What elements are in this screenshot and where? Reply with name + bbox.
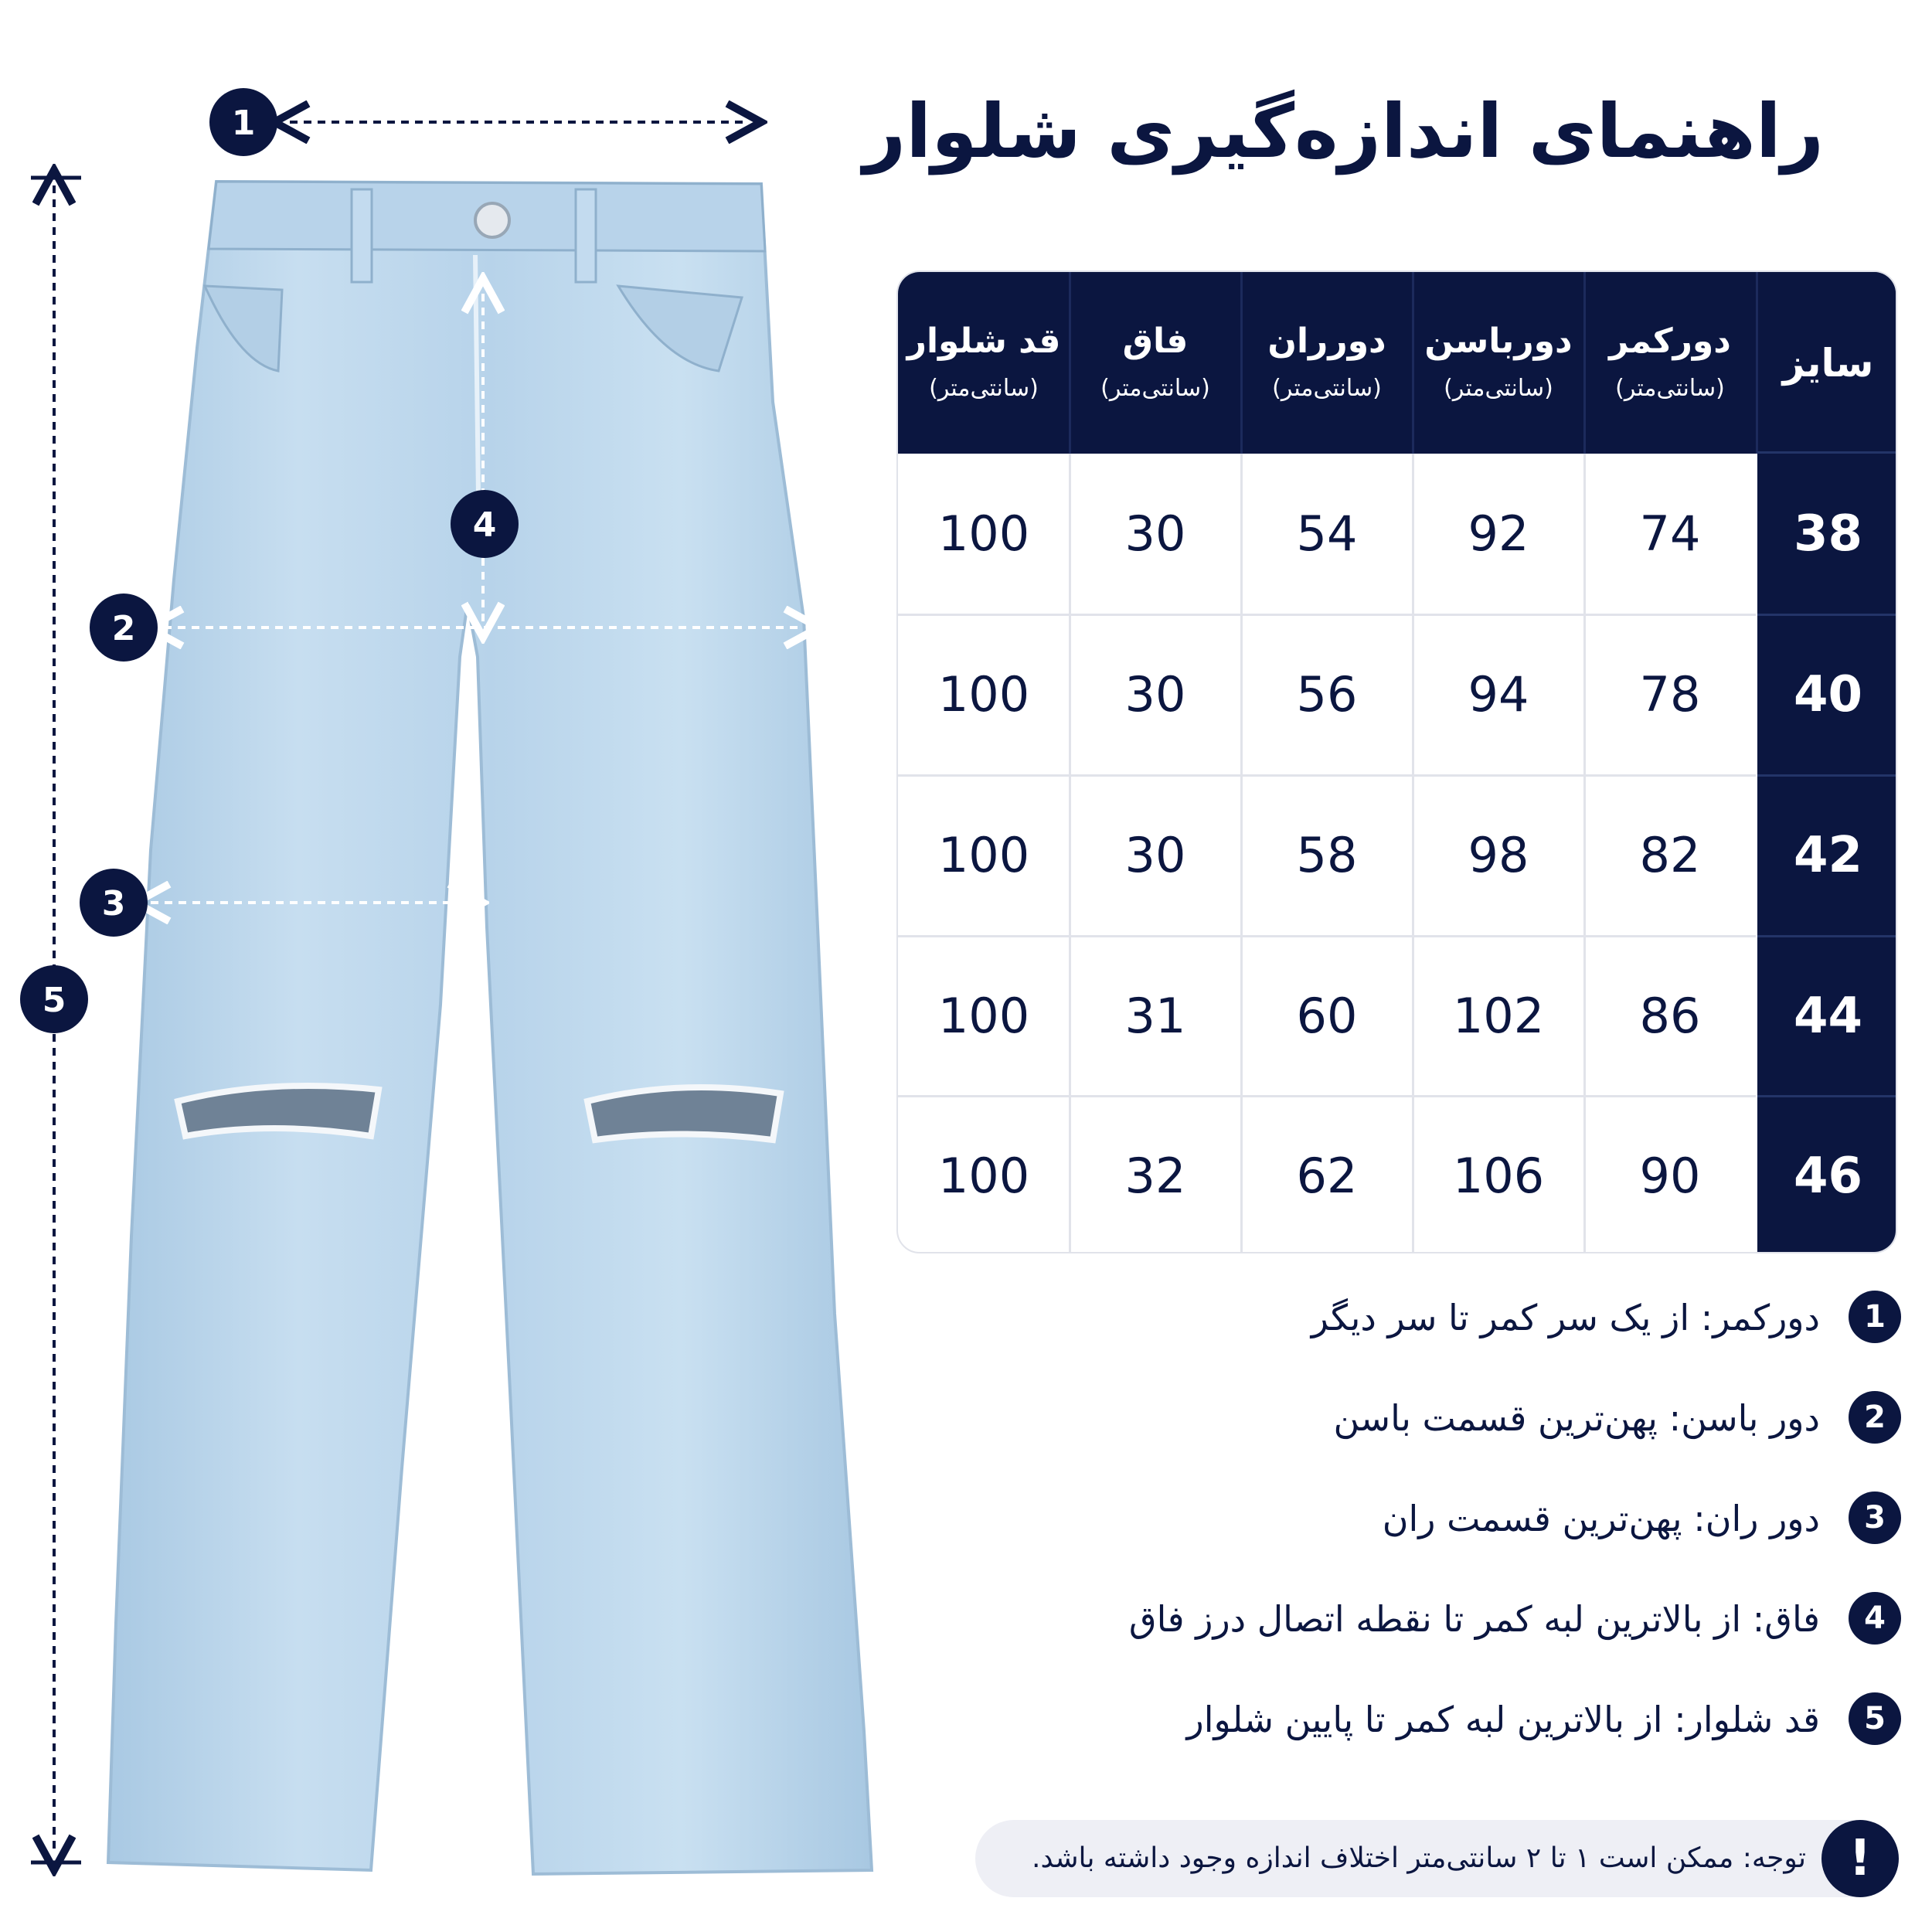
cell-rise: 31	[1124, 988, 1186, 1044]
cell-size: 38	[1793, 505, 1863, 563]
cell-waist: 82	[1639, 827, 1701, 883]
page-title: راهنمای اندازه‌گیری شلوار	[862, 88, 1824, 175]
legend-text: دورکمر: از یک سر کمر تا سر دیگر	[1311, 1297, 1820, 1338]
legend-badge: 1	[1849, 1291, 1901, 1343]
cell-hip: 106	[1452, 1148, 1545, 1204]
header-size: سایز	[1782, 340, 1874, 386]
cell-waist: 90	[1639, 1148, 1701, 1204]
legend-text: دور باسن: پهن‌ترین قسمت باسن	[1333, 1397, 1820, 1439]
legend-badge: 2	[1849, 1391, 1901, 1444]
cell-length: 100	[937, 1148, 1030, 1204]
cell-length: 100	[937, 505, 1030, 562]
legend-item-hip	[896, 1383, 1901, 1453]
marker-2	[90, 594, 158, 662]
marker-5	[20, 965, 88, 1033]
knee-rip-left	[178, 1086, 379, 1136]
cell-hip: 94	[1468, 666, 1529, 723]
header-rise: فاق (سانتی‌متر)	[1100, 321, 1210, 402]
header-length: قد شلوار (سانتی‌متر)	[906, 321, 1061, 402]
knee-rip-right	[587, 1087, 781, 1140]
marker-2-label: 2	[111, 609, 136, 648]
header-waist: دورکمر (سانتی‌متر)	[1609, 321, 1731, 402]
legend-text: قد شلوار: از بالاترین لبه کمر تا پایین شلوار	[1186, 1699, 1820, 1740]
marker-5-label: 5	[42, 981, 66, 1020]
cell-hip: 92	[1468, 505, 1529, 562]
exclamation-icon: !	[1821, 1820, 1899, 1897]
measurement-legend	[896, 1283, 1901, 1747]
cell-waist: 86	[1639, 988, 1701, 1044]
size-table	[896, 270, 1897, 1253]
marker-1-label: 1	[231, 104, 256, 143]
legend-badge: 4	[1849, 1592, 1901, 1645]
cell-rise: 32	[1124, 1148, 1186, 1204]
cell-thigh: 58	[1296, 827, 1358, 883]
legend-text: فاق: از بالاترین لبه کمر تا نقطه اتصال درز فاق	[1128, 1598, 1820, 1640]
cell-size: 46	[1793, 1147, 1863, 1205]
cell-thigh: 62	[1296, 1148, 1358, 1204]
legend-badge: 3	[1849, 1492, 1901, 1544]
jeans-button	[475, 203, 509, 237]
cell-waist: 78	[1639, 666, 1701, 723]
marker-1	[209, 88, 277, 156]
jeans-diagram	[0, 0, 896, 1932]
marker-4-label: 4	[472, 505, 497, 545]
jeans-illustration	[0, 0, 896, 1932]
legend-badge: 5	[1849, 1692, 1901, 1745]
cell-hip: 102	[1452, 988, 1545, 1044]
cell-length: 100	[937, 666, 1030, 723]
marker-3-label: 3	[101, 884, 126, 923]
jeans-shape	[108, 182, 872, 1874]
cell-thigh: 60	[1296, 988, 1358, 1044]
marker-4	[451, 490, 519, 558]
cell-rise: 30	[1124, 666, 1186, 723]
legend-item-thigh	[896, 1484, 1901, 1553]
cell-waist: 74	[1639, 505, 1701, 562]
legend-item-length	[896, 1685, 1901, 1754]
note-text: توجه: ممکن است ۱ تا ۲ سانتی‌متر اختلاف اندازه وجود داشته باشد.	[1032, 1842, 1806, 1874]
legend-text: دور ران: پهن‌ترین قسمت ران	[1382, 1498, 1820, 1539]
note-box	[975, 1820, 1899, 1897]
legend-item-waist	[896, 1283, 1901, 1352]
cell-rise: 30	[1124, 505, 1186, 562]
cell-thigh: 54	[1296, 505, 1358, 562]
cell-rise: 30	[1124, 827, 1186, 883]
cell-size: 40	[1793, 665, 1863, 723]
legend-item-rise	[896, 1584, 1901, 1654]
cell-hip: 98	[1468, 827, 1529, 883]
cell-size: 42	[1793, 826, 1863, 884]
header-thigh: دورران (سانتی‌متر)	[1267, 321, 1386, 402]
cell-thigh: 56	[1296, 666, 1358, 723]
header-hip: دورباسن (سانتی‌متر)	[1424, 321, 1573, 402]
marker-3	[80, 869, 148, 937]
cell-length: 100	[937, 827, 1030, 883]
cell-length: 100	[937, 988, 1030, 1044]
cell-size: 44	[1793, 987, 1863, 1045]
